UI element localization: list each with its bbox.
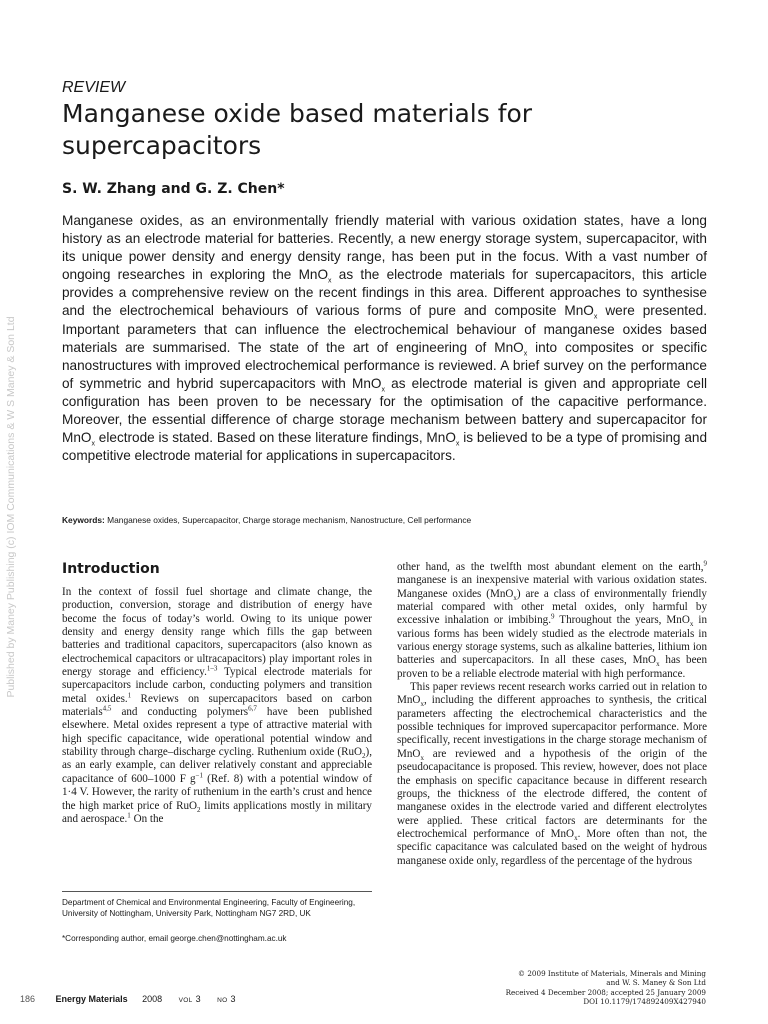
- intro-paragraph-1: In the context of fossil fuel shortage and climate change, the production, conversion, storage and distribution of energy have become the focus of today’s world. Owing to its unique power density and energy density range which fills the gap between batteries and traditional capacitors, supercapacitors (also known as electrochemical capacitors or ultracapacitors) play important roles in energy storage and efficiency.$^{1-3}$ Typical electrode materials for supercapacitors include carbon, conducting polymers and transition metal oxides.$^1$ Reviews on supercapacitors based on carbon materials$^{4,5}$ and conducting polymers$^{6,7}$ have been published elsewhere. Metal oxides represent a type of attractive material with high specific capacitance, wide operational potential window and stability through charge–discharge cycling. Ruthenium oxide (RuO$_2$), as an early example, can deliver relatively constant and appreciable capacitance of 600–1000 F $g^{-1}$ (Ref. 8) with a potential window of 1·4 V. However, the rarity of ruthenium in the earth’s crust and hence the high market price of RuO$_2$ limits applications mostly in military and aerospace.$^1$ On the: [62, 586, 373, 825]
- volume-number: 3: [195, 994, 201, 1004]
- keywords: [62, 515, 707, 525]
- keywords-list: Manganese oxides, Supercapacitor, Charge storage mechanism, Nanostructure, Cell performance: [107, 515, 472, 525]
- copyright-line: and W. S. Maney & Son Ltd: [606, 978, 706, 988]
- page-number: 186: [20, 994, 36, 1004]
- section-heading-introduction: Introduction: [62, 561, 160, 577]
- journal-name: Energy Materials: [55, 994, 128, 1004]
- article-authors: S. W. Zhang and G. Z. Chen*: [62, 181, 285, 197]
- issue-label: NO: [217, 997, 228, 1004]
- intro-paragraph-1-continued: other hand, as the twelfth most abundant element on the earth,$^9$ manganese is an inexpensive material with various oxidation states. Manganese oxides (MnO$_x$) are a class of environmentally friendly material compared with other metal oxides, only harmful by excessive inhalation or imbibing.$^9$ Throughout the years, MnO$_x$ in various forms has been widely studied as the electrode materials in various energy storage systems, such as alkaline batteries, lithium ion batteries and supercapacitors. In all these cases, MnO$_x$ has been proven to be a reliable electrode material with high performance.: [397, 559, 707, 680]
- intro-paragraph-2: This paper reviews recent research works carried out in relation to MnO$_x$, including the different approaches to synthesis, the critical parameters affecting the electrochemical characteristics and the possible techniques for improved supercapacitor performance. More specifically, recent investigations in the charge storage mechanism of MnO$_x$ are reviewed and a hypothesis of the origin of the pseudocapacitance is proposed. This review, however, does not place the emphasis on specific capacitance because in different research groups, the thickness of the electrode differed, the content of manganese oxides in the electrode varied and different electrolytes were applied. These critical factors are determinants for the electrochemical performance of MnO$_x$. More often than not, the specific capacitance was calculated based on the weight of hydrous manganese oxide only, regardless of the percentage of the hydrous: [397, 681, 707, 867]
- issue-number: 3: [230, 994, 236, 1004]
- journal-year: 2008: [142, 994, 163, 1004]
- body-column-left: [62, 586, 372, 826]
- volume-label: VOL: [178, 997, 193, 1004]
- publisher-watermark: Published by Maney Publishing (c) IOM Communications & W S Maney & Son Ltd: [5, 316, 17, 698]
- author-affiliation: Department of Chemical and Environmental Engineering, Faculty of Engineering, University of Nottingham, University Park, Nottingham NG7 2RD, UK: [62, 898, 356, 918]
- page-footer: [20, 994, 235, 1004]
- copyright-line: © 2009 Institute of Materials, Minerals and Mining: [517, 969, 706, 978]
- footnote-divider: [62, 891, 372, 892]
- keywords-label: Keywords:: [62, 515, 105, 525]
- body-column-right: [397, 561, 707, 868]
- article-title: Manganese oxide based materials for supercapacitors: [62, 99, 533, 160]
- received-dates: Received 4 December 2008; accepted 25 January 2009: [505, 987, 706, 997]
- corresponding-author: *Corresponding author, email george.chen@nottingham.ac.uk: [62, 934, 287, 943]
- article-type-label: REVIEW: [62, 79, 126, 96]
- doi: DOI 10.1179/174892409X427940: [583, 996, 706, 1006]
- abstract: Manganese oxides, as an environmentally friendly material with various oxidation states, have a long history as an electrode material for batteries. Recently, a new energy storage system, supercapacitor, with its unique power density and energy density range, has been put in the focus. With a vast number of ongoing researches in exploring the MnO$_x$ as the electrode materials for supercapacitors, this article provides a comprehensive review on the recent findings in this area. Different approaches to synthesise and the electrochemical behaviours of various forms of pure and composite MnO$_x$ were presented. Important parameters that can influence the electrochemical behaviour of manganese oxides based materials are summarised. The state of the art of engineering of MnO$_x$ into composites or specific nanostructures with improved electrochemical performance is reviewed. A brief survey on the performance of symmetric and hybrid supercapacitors with MnO$_x$ as electrode material is given and appropriate cell configuration has been proven to be necessary for the optimisation of the capacitive performance. Moreover, the essential difference of charge storage mechanism between battery and supercapacitor for MnO$_x$ electrode is stated. Based on these literature findings, MnO$_x$ is believed to be a type of promising and competitive electrode material for applications in supercapacitors.: [62, 213, 708, 464]
- copyright-block: [386, 969, 706, 1006]
